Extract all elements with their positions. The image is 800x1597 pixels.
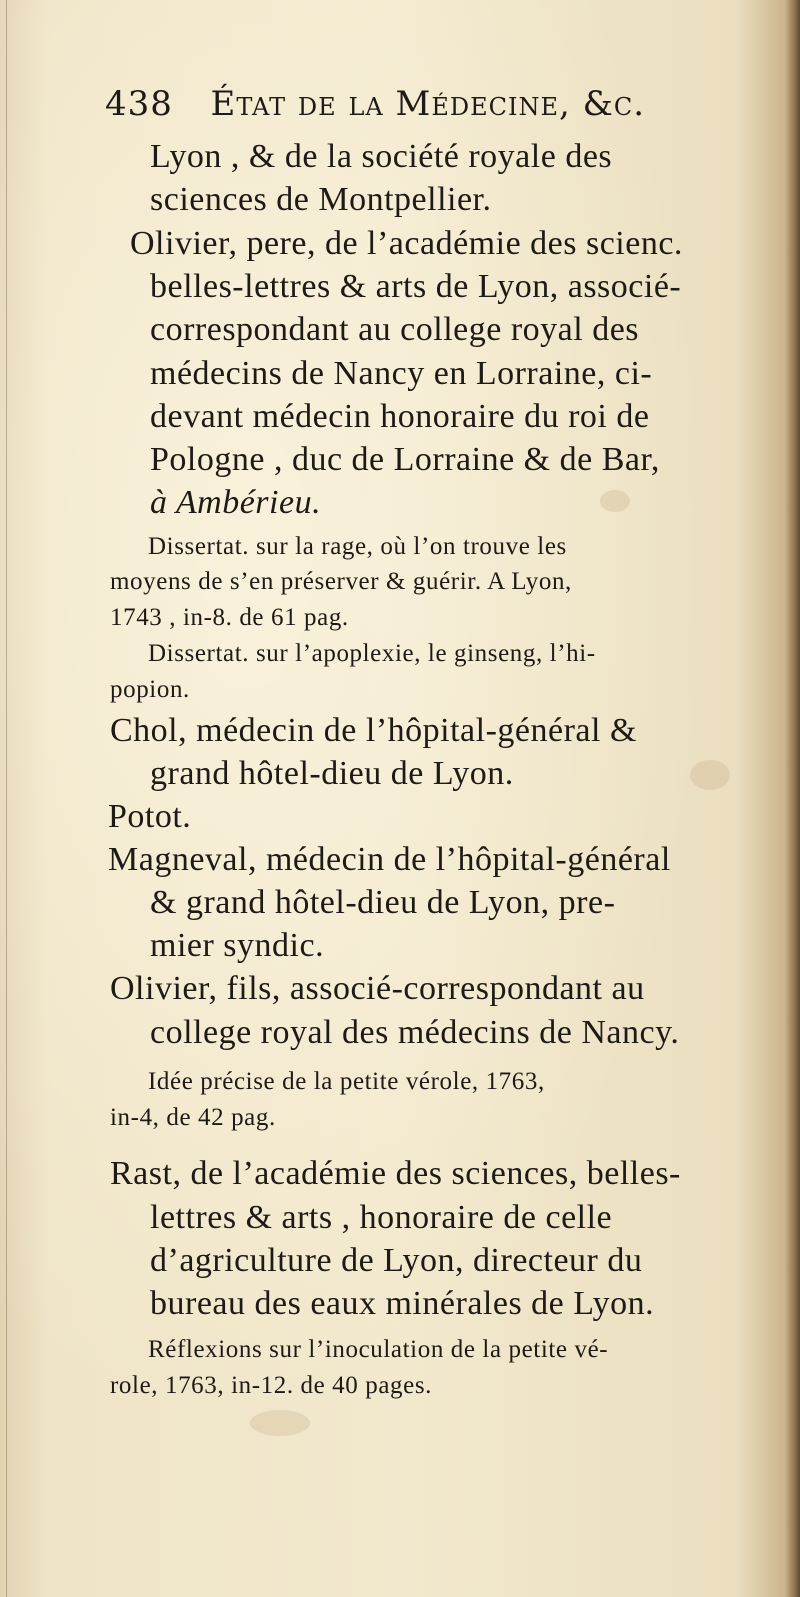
text-line: popion. — [110, 676, 190, 703]
text-line: Olivier, fils, associé-correspondant au — [110, 970, 645, 1007]
text-line: Chol, médecin de l’hôpital-général & — [110, 712, 637, 749]
text-line: Potot. — [108, 798, 192, 835]
paper-stain — [600, 490, 630, 512]
text-line: Rast, de l’académie des sciences, belles- — [110, 1155, 681, 1192]
running-header — [105, 84, 645, 124]
text-line: Dissertat. sur la rage, où l’on trouve les — [148, 533, 567, 560]
text-line: médecins de Nancy en Lorraine, ci- — [150, 355, 653, 392]
text-line: correspondant au college royal des — [150, 311, 640, 348]
text-line: Dissertat. sur l’apoplexie, le ginseng, l’hi- — [148, 640, 596, 667]
text-line: college royal des médecins de Nancy. — [150, 1014, 680, 1051]
text-line: role, 1763, in-12. de 40 pages. — [110, 1372, 433, 1399]
text-line: Lyon , & de la société royale des — [150, 138, 613, 175]
text-line: Réflexions sur l’inoculation de la petite vé- — [148, 1336, 609, 1363]
text-line: moyens de s’en préserver & guérir. A Lyon, — [110, 568, 572, 595]
text-line: grand hôtel-dieu de Lyon. — [150, 755, 514, 792]
text-line: sciences de Montpellier. — [150, 181, 492, 218]
text-line: à Ambérieu. — [150, 484, 322, 521]
text-line: mier syndic. — [150, 927, 325, 964]
page-spine-shadow — [786, 0, 800, 1597]
text-line: Pologne , duc de Lorraine & de Bar, — [150, 441, 660, 478]
running-title: État de la Médecine, &c. — [210, 84, 646, 124]
text-line: & grand hôtel-dieu de Lyon, pre- — [150, 884, 616, 921]
text-line: belles-lettres & arts de Lyon, associé- — [150, 268, 682, 305]
text-line: in-4, de 42 pag. — [110, 1104, 276, 1131]
page-edge-rule — [6, 0, 7, 1597]
text-line: devant médecin honoraire du roi de — [150, 398, 650, 435]
text-line: 1743 , in-8. de 61 pag. — [110, 604, 349, 631]
text-line: bureau des eaux minérales de Lyon. — [150, 1285, 655, 1322]
text-line: Olivier, pere, de l’académie des scienc. — [130, 225, 683, 262]
paper-stain — [690, 760, 730, 790]
text-line: Idée précise de la petite vérole, 1763, — [148, 1068, 545, 1095]
text-line: lettres & arts , honoraire de celle — [150, 1199, 613, 1236]
text-line: d’agriculture de Lyon, directeur du — [150, 1242, 643, 1279]
paper-stain — [250, 1410, 310, 1436]
text-line: Magneval, médecin de l’hôpital-général — [108, 841, 671, 878]
page-number: 438 — [105, 84, 173, 124]
